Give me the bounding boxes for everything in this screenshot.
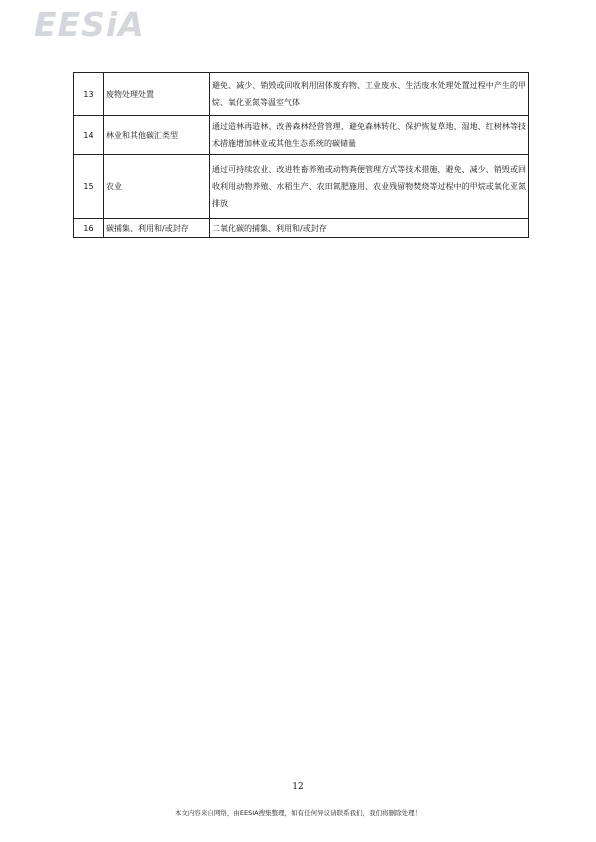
row-description: 通过造林再造林、改善森林经营管理、避免森林转化、保护恢复草地、湿地、红树林等技术措施增加林业或其他生态系统的碳储量 xyxy=(210,116,529,155)
row-number: 16 xyxy=(74,219,104,238)
row-category: 碳捕集、利用和/或封存 xyxy=(104,219,210,238)
row-category: 农业 xyxy=(104,155,210,219)
table-row xyxy=(74,219,529,238)
row-description: 通过可持续农业、改进牲畜养殖或动物粪便管理方式等技术措施，避免、减少、销毁或回收利用动物养殖、水稻生产、农田氮肥施用、农业残留物焚烧等过程中的甲烷或氧化亚氮排放 xyxy=(210,155,529,219)
row-number: 14 xyxy=(74,116,104,155)
row-description: 避免、减少、销毁或回收利用固体废弃物、工业废水、生活废水处理处置过程中产生的甲烷、氧化亚氮等温室气体 xyxy=(210,73,529,116)
row-number: 15 xyxy=(74,155,104,219)
table-row xyxy=(74,116,529,155)
row-category: 林业和其他碳汇类型 xyxy=(104,116,210,155)
carbon-project-type-table xyxy=(73,72,529,238)
table-row xyxy=(74,155,529,219)
eesia-logo: EESiA xyxy=(34,5,145,44)
footer-disclaimer: 本文内容来自网络，由EESIA搜集整理，如有任何异议请联系我们，我们将删除处理！ xyxy=(174,809,422,817)
row-number: 13 xyxy=(74,73,104,116)
row-category: 废物处理处置 xyxy=(104,73,210,116)
table-row xyxy=(74,73,529,116)
row-description: 二氧化碳的捕集、利用和/或封存 xyxy=(210,219,529,238)
page-number: 12 xyxy=(292,782,304,792)
